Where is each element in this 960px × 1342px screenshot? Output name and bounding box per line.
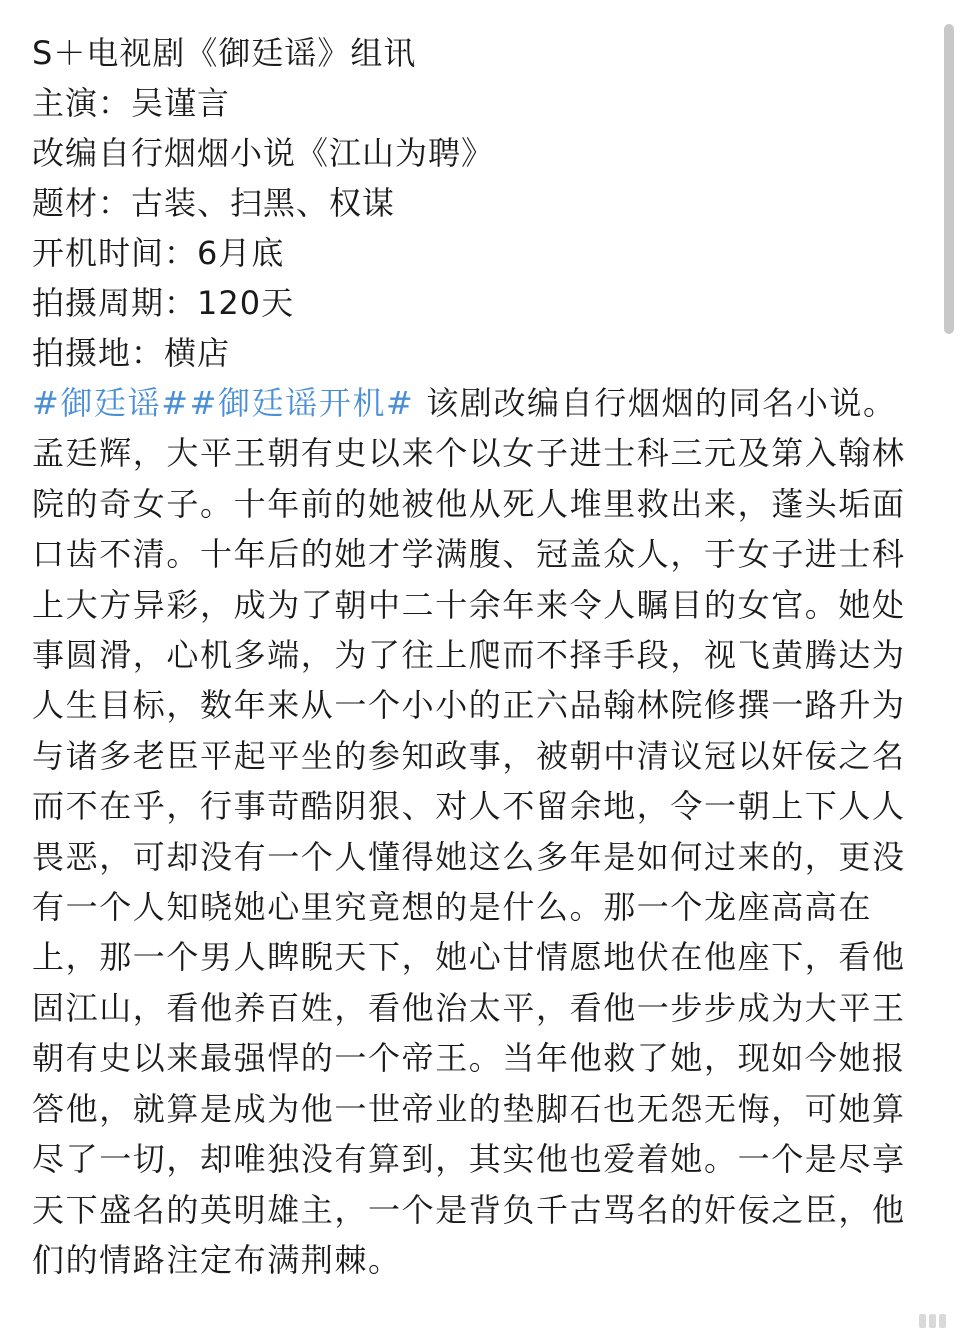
info-genre: 题材：古装、扫黑、权谋 (32, 184, 396, 222)
post-content (32, 28, 912, 1285)
scrollbar-thumb[interactable] (944, 24, 954, 334)
corner-mark-icon (916, 1312, 946, 1330)
info-lead-actor: 主演：吴谨言 (32, 84, 231, 122)
hashtag-link[interactable]: #御廷谣开机# (189, 384, 415, 422)
post-title: S＋电视剧《御廷谣》组讯 (32, 34, 417, 72)
info-start-time: 开机时间：6月底 (32, 234, 285, 272)
hashtag-link[interactable]: #御廷谣# (32, 384, 190, 422)
post-body (32, 378, 912, 1285)
info-shooting-period: 拍摄周期：120天 (32, 284, 295, 322)
scrollbar[interactable] (944, 24, 954, 354)
info-adaptation: 改编自行烟烟小说《江山为聘》 (32, 134, 495, 172)
post-body-text: 该剧改编自行烟烟的同名小说。孟廷辉，大平王朝有史以来个以女子进士科三元及第入翰林院的奇女子。十年前的她被他从死人堆里救出来，蓬头垢面口齿不清。十年后的她才学满腹、冠盖众人，于女子进士科上大方异彩，成为了朝中二十余年来令人瞩目的女官。她处事圆滑，心机多端，为了往上爬而不择手段，视飞黄腾达为人生目标，数年来从一个小小的正六品翰林院修撰一路升为与诸多老臣平起平坐的参知政事，被朝中清议冠以奸佞之名而不在乎，行事苛酷阴狠、对人不留余地，令一朝上下人人畏恶，可却没有一个人懂得她这么多年是如何过来的，更没有一个人知晓她心里究竟想的是什么。那一个龙座高高在上，那一个男人睥睨天下，她心甘情愿地伏在他座下，看他固江山，看他养百姓，看他治太平，看他一步步成为大平王朝有史以来最强悍的一个帝王。当年他救了她，现如今她报答他，就算是成为他一世帝业的垫脚石也无怨无悔，可她算尽了一切，却唯独没有算到，其实他也爱着她。一个是尽享天下盛名的英明雄主，一个是背负千古骂名的奸佞之臣，他们的情路注定布满荆棘。 (32, 384, 906, 1279)
info-location: 拍摄地：横店 (32, 334, 231, 372)
